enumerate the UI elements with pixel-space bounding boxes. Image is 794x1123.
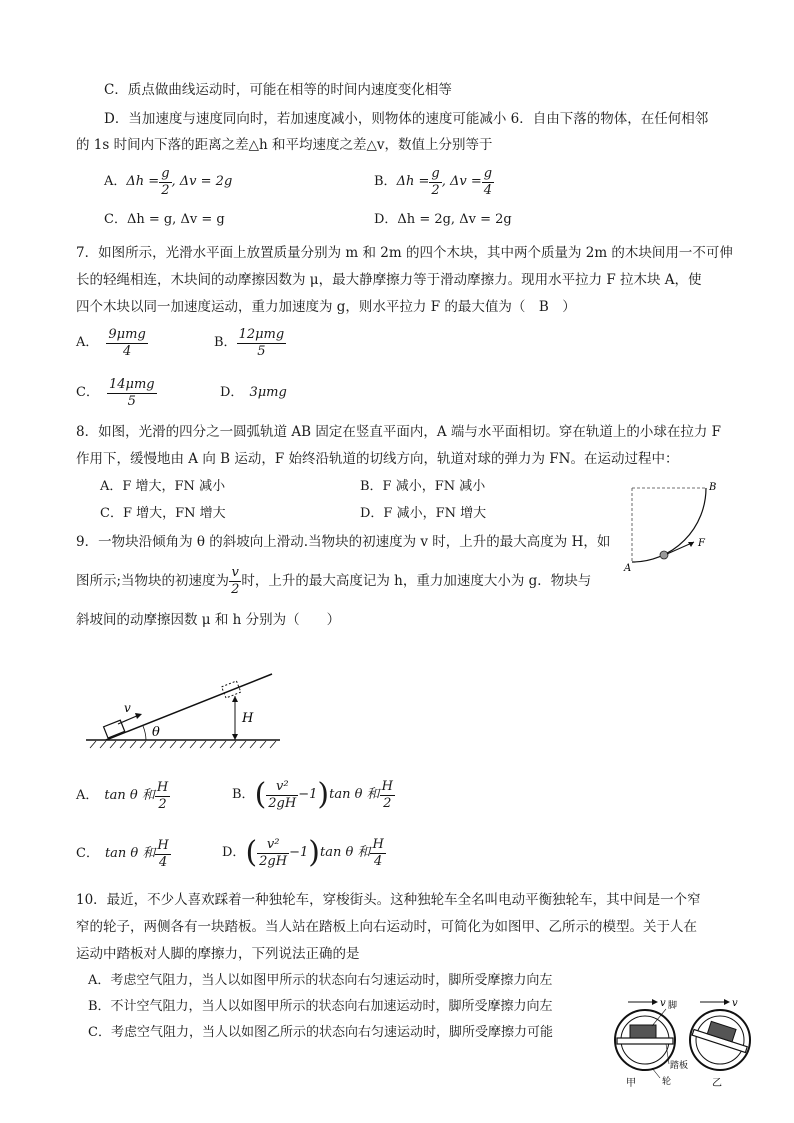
label-h: H xyxy=(242,711,254,726)
q5-option-d: D．当加速度与速度同向时，若加速度减小，则物体的速度可能减小 6．自由下落的物体，在任何相邻 xyxy=(104,111,709,127)
q8-option-a: A．F 增大，FN 减小 xyxy=(100,479,226,494)
fraction xyxy=(429,166,441,199)
q9-stem-line1: 9．一物块沿倾角为 θ 的斜坡向上滑动.当物块的初速度为 v 时，上升的最大高度为 H，如 xyxy=(76,534,611,550)
denominator: 2 xyxy=(158,796,167,812)
numerator: 12μmg xyxy=(238,326,285,342)
q7-option-d xyxy=(220,374,287,412)
q6-option-d: D．Δh = 2g, Δv = 2g xyxy=(374,212,512,227)
q10-option-b: B．不计空气阻力，当人以如图甲所示的状态向右加速运动时，脚所受摩擦力向左 xyxy=(88,999,553,1014)
q10-option-a: A．考虑空气阻力，当人以如图甲所示的状态向右匀速运动时，脚所受摩擦力向左 xyxy=(88,973,553,988)
q10-unicycle-figure xyxy=(600,994,760,1090)
q6-stem: 的 1s 时间内下落的距离之差△h 和平均速度之差△v，数值上分别等于 xyxy=(76,137,493,153)
ball xyxy=(660,551,668,559)
option-label: D． xyxy=(222,845,246,860)
velocity-arrow xyxy=(118,715,139,724)
q9-stem-line2 xyxy=(76,562,591,600)
fraction xyxy=(107,377,157,410)
label-f: F xyxy=(698,538,705,549)
fraction xyxy=(106,327,147,360)
fraction xyxy=(155,838,170,871)
unicycle-yi xyxy=(690,998,751,1089)
math-text: tan θ 和 xyxy=(104,788,155,803)
fraction xyxy=(266,779,298,812)
math-text: −1 xyxy=(289,845,309,860)
label-theta: θ xyxy=(152,725,160,740)
q6-option-a xyxy=(104,164,232,200)
tilted-pedal xyxy=(692,1017,751,1052)
numerator: g xyxy=(483,165,493,181)
option-label: C． xyxy=(76,846,99,861)
q10-stem-line1: 10．最近，不少人喜欢踩着一种独轮车，穿梭街头。这种独轮车全名叫电动平衡独轮车，其中间是一个窄 xyxy=(76,892,701,908)
fraction xyxy=(482,166,494,199)
denominator: 2gH xyxy=(268,795,297,811)
q8-option-c: C．F 增大，FN 增大 xyxy=(100,506,226,521)
left-paren: ( xyxy=(245,835,258,870)
q9-option-a xyxy=(76,776,170,816)
math-text: Δh = xyxy=(396,174,430,189)
denominator: 4 xyxy=(158,854,168,870)
arc-track xyxy=(632,488,706,562)
option-label: B． xyxy=(374,174,397,189)
numerator: v xyxy=(229,565,241,582)
q8-option-d: D．F 减小，FN 增大 xyxy=(360,506,487,521)
label-v: v xyxy=(660,998,666,1009)
option-label: B． xyxy=(214,335,237,350)
label-yi: 乙 xyxy=(712,1078,722,1089)
math-text: −1 xyxy=(298,787,318,802)
denominator: 5 xyxy=(257,343,266,359)
denominator: 2 xyxy=(383,795,392,811)
numerator: 9μmg xyxy=(108,326,146,342)
fraction xyxy=(257,837,289,870)
text: 图所示;当物块的初速度为 xyxy=(76,573,230,589)
math-text: tan θ 和 xyxy=(329,787,380,802)
q10-stem-line3: 运动中踏板对人脚的摩擦力，下列说法正确的是 xyxy=(76,946,360,962)
denominator: 4 xyxy=(483,182,493,198)
q7-stem-line1: 7．如图所示，光滑水平面上放置质量分别为 m 和 2m 的四个木块，其中两个质量为 2m 的木块间用一不可伸 xyxy=(76,245,733,261)
math-text: tan θ 和 xyxy=(104,846,156,861)
denominator: 5 xyxy=(127,393,136,409)
q9-option-b xyxy=(232,772,395,818)
q9-stem-line3: 斜坡间的动摩擦因数 μ 和 h 分别为（ ） xyxy=(76,612,341,628)
label-foot: 脚 xyxy=(668,1001,678,1011)
ground-hatch xyxy=(90,741,276,748)
q9-option-c xyxy=(76,834,171,874)
q7-option-a xyxy=(76,324,148,362)
arrow-head xyxy=(135,713,142,719)
arrow-up xyxy=(232,696,238,702)
q7-option-b xyxy=(214,324,286,362)
numerator: g xyxy=(161,165,170,181)
numerator: H xyxy=(381,778,393,794)
numerator: H xyxy=(157,837,169,853)
q8-arc-figure xyxy=(622,478,732,578)
fraction xyxy=(237,327,287,360)
arrow-head xyxy=(724,999,730,1005)
q6-option-b xyxy=(374,164,494,200)
left-paren: ( xyxy=(254,777,267,812)
angle-arc xyxy=(143,726,146,740)
denominator: 2 xyxy=(231,581,240,597)
wheel-leader xyxy=(652,1068,660,1078)
numerator: v² xyxy=(266,779,298,796)
right-paren: ) xyxy=(317,777,330,812)
q9-option-d xyxy=(222,830,386,876)
option-label: A． xyxy=(76,335,99,350)
label-v: v xyxy=(732,998,738,1009)
q7-stem-line2: 长的轻绳相连，木块间的动摩擦因数为 μ，最大静摩擦力等于滑动摩擦力。现用水平拉力 F 拉木块 A，使 xyxy=(76,272,702,288)
q8-option-b: B．F 减小，FN 减小 xyxy=(360,479,486,494)
label-wheel: 轮 xyxy=(662,1077,672,1087)
denominator: 2gH xyxy=(259,853,288,869)
math-text: , Δv = xyxy=(441,174,482,189)
label-pedal: 踏板 xyxy=(670,1061,689,1071)
q9-incline-figure xyxy=(84,660,284,750)
option-label: D． xyxy=(220,385,244,400)
q8-stem-line1: 8．如图，光滑的四分之一圆弧轨道 AB 固定在竖直平面内，A 端与水平面相切。穿在轨道上的小球在拉力 F xyxy=(76,424,722,440)
q10-option-c: C．考虑空气阻力，当人以如图乙所示的状态向右匀速运动时，脚所受摩擦力可能 xyxy=(88,1025,553,1040)
option-label: A． xyxy=(104,174,127,189)
fraction xyxy=(229,565,241,598)
text: 时，上升的最大高度记为 h，重力加速度大小为 g．物块与 xyxy=(241,573,592,589)
label-jia: 甲 xyxy=(626,1078,636,1089)
label-v: v xyxy=(124,701,131,715)
q6-option-c: C．Δh = g, Δv = g xyxy=(104,212,225,227)
q7-option-c xyxy=(76,374,157,412)
math-text: , Δv = 2g xyxy=(171,174,233,189)
foot xyxy=(630,1025,656,1038)
math-text: tan θ 和 xyxy=(319,845,371,860)
unicycle-jia xyxy=(615,998,688,1089)
fraction xyxy=(380,779,395,812)
q8-stem-line2: 作用下，缓慢地由 A 向 B 运动，F 始终沿轨道的切线方向，轨道对球的弹力为 FN。在运动过程中： xyxy=(76,451,679,467)
numerator: H xyxy=(372,836,384,852)
numerator: g xyxy=(431,165,440,181)
q10-stem-line2: 窄的轮子，两侧各有一块踏板。当人站在踏板上向右运动时，可简化为如图甲、乙所示的模型。关于人在 xyxy=(76,919,697,935)
option-label: C． xyxy=(76,385,99,400)
incline xyxy=(106,674,272,740)
fraction xyxy=(155,780,170,813)
q7-stem-line3: 四个木块以同一加速度运动，重力加速度为 g，则水平拉力 F 的最大值为（ B ） xyxy=(76,299,576,315)
fraction xyxy=(370,837,385,870)
fraction xyxy=(159,166,171,199)
numerator: v² xyxy=(257,837,289,854)
option-label: A． xyxy=(76,788,99,803)
right-paren: ) xyxy=(308,835,320,870)
denominator: 4 xyxy=(373,853,383,869)
math-text: 3μmg xyxy=(249,385,287,400)
numerator: H xyxy=(156,779,169,795)
pedal xyxy=(617,1038,673,1044)
denominator: 2 xyxy=(431,182,440,198)
numerator: 14μmg xyxy=(108,376,155,392)
q5-option-c: C．质点做曲线运动时，可能在相等的时间内速度变化相等 xyxy=(104,82,452,98)
denominator: 2 xyxy=(161,182,170,198)
denominator: 4 xyxy=(122,343,132,359)
label-a: A xyxy=(624,563,632,574)
option-label: B． xyxy=(232,787,255,802)
arrow-down xyxy=(232,734,238,740)
arrow-head xyxy=(652,999,658,1005)
math-text: Δh = xyxy=(126,174,160,189)
label-b: B xyxy=(709,482,717,493)
